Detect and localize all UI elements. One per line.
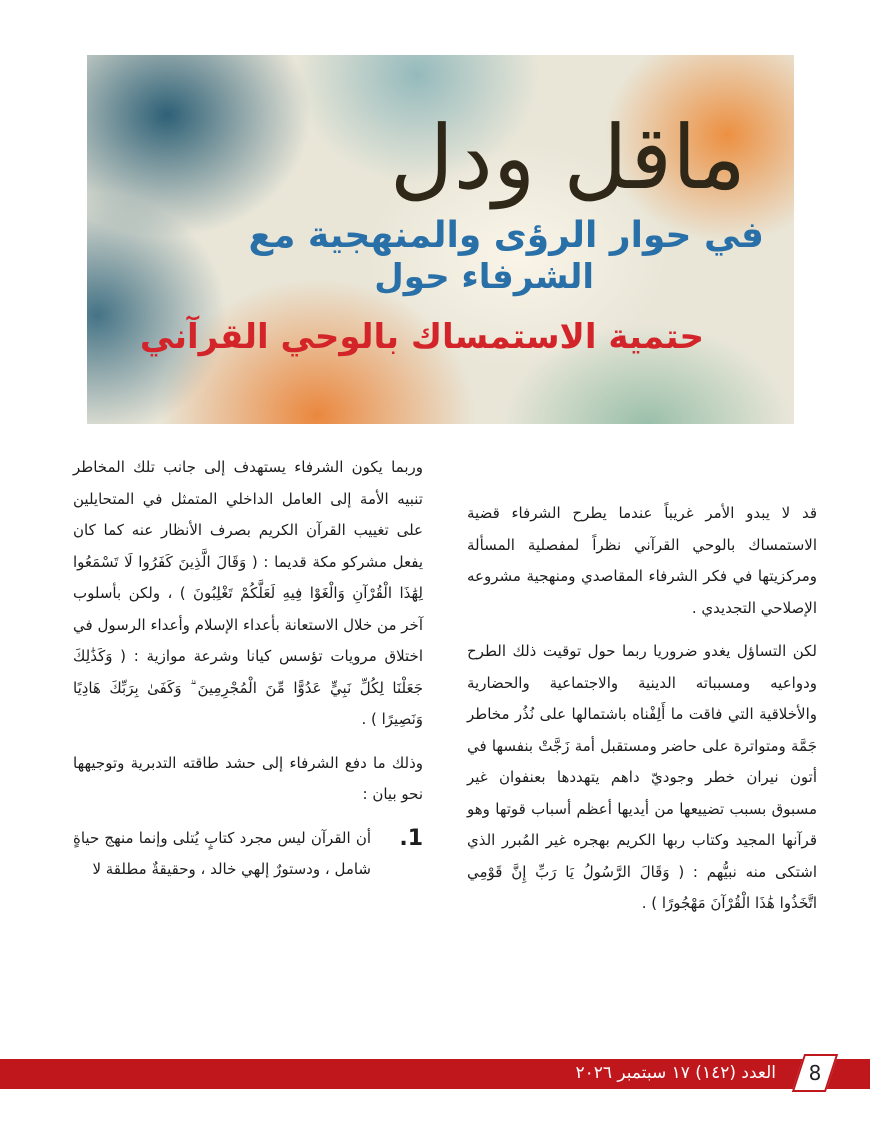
- page-number: 8: [808, 1061, 822, 1085]
- paragraph: لكن التساؤل يغدو ضروريا ربما حول توقيت ذلك الطرح ودواعيه ومسبباته الدينية والاجتماعية والحضارية والأخلاقية التي فاقت ما أَلِفْناه باشتمالها على نُذُر مخاطر جَمَّة ومتواترة على حاضر ومستقبل أمة زَجَّتْ بنفسها في أتون نيران خطر وجوديّ داهم يتهددها بعنفوان غير مسبوق بسبب تضييعها من أيديها أعظم أسباب قوتها وهو قرآنها المجيد وكتاب ربها الكريم بهجره غير المُبرر الذي اشتكى منه نبيُّهم : ( وَقَالَ الرَّسُولُ يَا رَبِّ إِنَّ قَوْمِي اتَّخَذُوا هَٰذَا الْقُرْآنَ مَهْجُورًا ) .: [467, 642, 817, 912]
- right-column: [467, 498, 817, 932]
- left-column: [73, 452, 423, 886]
- banner-title: ماقل ودل: [389, 106, 746, 209]
- banner-subtitle-line2: الشرفاء حول: [374, 257, 594, 297]
- paragraph: وربما يكون الشرفاء يستهدف إلى جانب تلك المخاطر تنبيه الأمة إلى العامل الداخلي المتمثل في المتحايلين على تغييب القرآن الكريم بصرف الأنظار عنه كما كان يفعل مشركو مكة قديما : ( وَقَالَ الَّذِينَ كَفَرُوا لَا تَسْمَعُوا لِهَٰذَا الْقُرْآنِ وَالْغَوْا فِيهِ لَعَلَّكُمْ تَغْلِبُونَ ) ، ولكن بأسلوب آخر من خلال الاستعانة بأعداء الإسلام وأعداء الرسول في اختلاق مرويات تؤسس كيانا وشرعة موازية : ( وَكَذَٰلِكَ جَعَلْنَا لِكُلِّ نَبِيٍّ عَدُوًّا مِّنَ الْمُجْرِمِينَ ۗ وَكَفَىٰ بِرَبِّكَ هَادِيًا وَنَصِيرًا ) .: [73, 458, 423, 728]
- paragraph: قد لا يبدو الأمر غريباً عندما يطرح الشرفاء قضية الاستمساك بالوحي القرآني نظراً لمفصلية المسألة ومركزيتها في فكر الشرفاء المقاصدي ومنهجية مشروعه الإصلاحي التجديدي .: [467, 504, 817, 617]
- paragraph: وذلك ما دفع الشرفاء إلى حشد طاقته التدبرية وتوجيهها نحو بيان :: [73, 753, 423, 803]
- banner-subtitle-line1: في حوار الرؤى والمنهجية مع: [248, 215, 764, 256]
- banner-subtitle-line3: حتمية الاستمساك بالوحي القرآني: [139, 317, 704, 357]
- issue-info: العدد (١٤٢) ١٧ سبتمبر ٢٠٢٦: [575, 1063, 776, 1083]
- point-text: أن القرآن ليس مجرد كتابٍ يُتلى وإنما منهج حياةٍ شامل ، ودستورٌ إلهي خالد ، وحقيقةٌ مطلقة لا: [73, 828, 371, 878]
- numbered-point: [73, 823, 423, 886]
- header-banner: [87, 55, 794, 424]
- point-number: 1.: [399, 825, 423, 851]
